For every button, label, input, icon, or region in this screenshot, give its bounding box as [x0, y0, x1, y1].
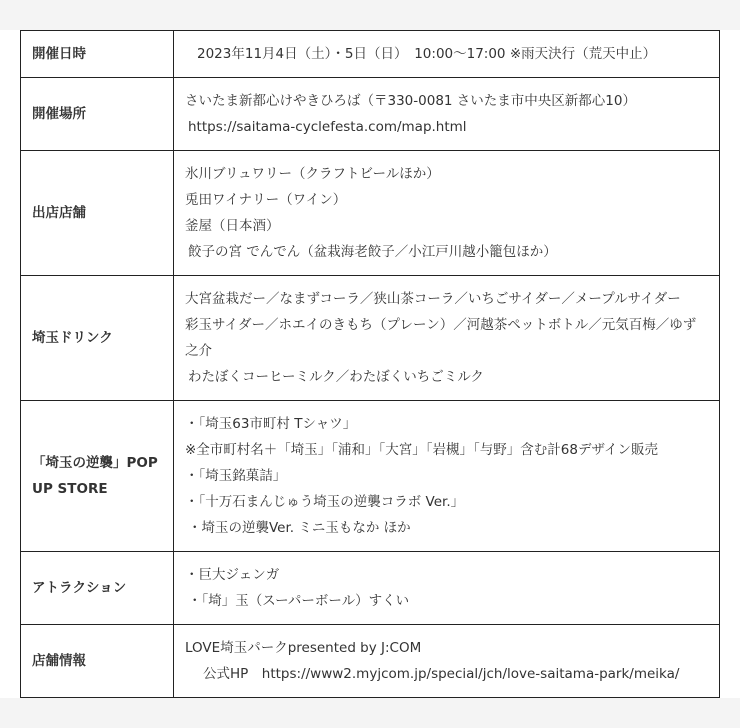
table-row	[21, 78, 720, 151]
row-label-drinks: 埼玉ドリンク	[21, 276, 174, 401]
row-label-store-info: 店舗情報	[21, 625, 174, 698]
popup-item: ・「十万石まんじゅう埼玉の逆襲コラボ Ver.」	[185, 494, 465, 510]
table-row	[21, 151, 720, 276]
date-text: 2023年11月4日（土）・5日（日） 10:00〜17:00 ※雨天決行（荒天中止）	[197, 46, 657, 62]
table-row	[21, 31, 720, 78]
event-info-table	[20, 30, 720, 698]
shop-item: 餃子の宮 でんでん（盆栽海老餃子／小江戸川越小籠包ほか）	[188, 244, 557, 260]
row-value-date	[174, 31, 720, 78]
shop-item: 氷川ブリュワリー（クラフトビールほか）	[185, 166, 440, 182]
drink-list-line: 彩玉サイダー／ホエイのきもち（プレーン）／河越茶ペットボトル／元気百梅／ゆず之介	[185, 317, 697, 359]
shop-item: 兎田ワイナリー（ワイン）	[185, 192, 347, 208]
row-value-shops	[174, 151, 720, 276]
row-value-drinks	[174, 276, 720, 401]
attraction-item: ・巨大ジェンガ	[185, 567, 280, 583]
row-value-popup-store	[174, 401, 720, 552]
table-row	[21, 625, 720, 698]
row-label-date: 開催日時	[21, 31, 174, 78]
row-label-shops: 出店店舗	[21, 151, 174, 276]
venue-address: さいたま新都心けやきひろば（〒330-0081 さいたま市中央区新都心10）	[185, 93, 636, 109]
table-row	[21, 552, 720, 625]
event-info-sheet	[0, 30, 740, 698]
popup-item: ・「埼玉63市町村 Tシャツ」	[185, 416, 357, 432]
popup-item: ・埼玉の逆襲Ver. ミニ玉もなか ほか	[188, 520, 411, 536]
row-label-popup-store: 「埼玉の逆襲」POP UP STORE	[21, 401, 174, 552]
store-name: LOVE埼玉パークpresented by J:COM	[185, 640, 422, 656]
attraction-item: ・「埼」玉（スーパーボール）すくい	[188, 593, 410, 609]
official-hp-link[interactable]: 公式HP https://www2.myjcom.jp/special/jch/love-saitama-park/meika/	[203, 666, 680, 682]
popup-item: ・「埼玉銘菓詰」	[185, 468, 287, 484]
row-value-attractions	[174, 552, 720, 625]
row-label-venue: 開催場所	[21, 78, 174, 151]
drink-list-line: わたぼくコーヒーミルク／わたぼくいちごミルク	[188, 369, 484, 385]
popup-note: ※全市町村名＋「埼玉」「浦和」「大宮」「岩槻」「与野」含む計68デザイン販売	[185, 442, 659, 458]
row-value-venue	[174, 78, 720, 151]
bottom-margin	[0, 698, 740, 728]
drink-list-line: 大宮盆栽だー／なまずコーラ／狭山茶コーラ／いちごサイダー／メープルサイダー	[185, 291, 681, 307]
shop-item: 釜屋（日本酒）	[185, 218, 280, 234]
row-value-store-info	[174, 625, 720, 698]
table-row	[21, 276, 720, 401]
venue-map-link[interactable]: https://saitama-cyclefesta.com/map.html	[188, 119, 467, 135]
table-row	[21, 401, 720, 552]
row-label-attractions: アトラクション	[21, 552, 174, 625]
